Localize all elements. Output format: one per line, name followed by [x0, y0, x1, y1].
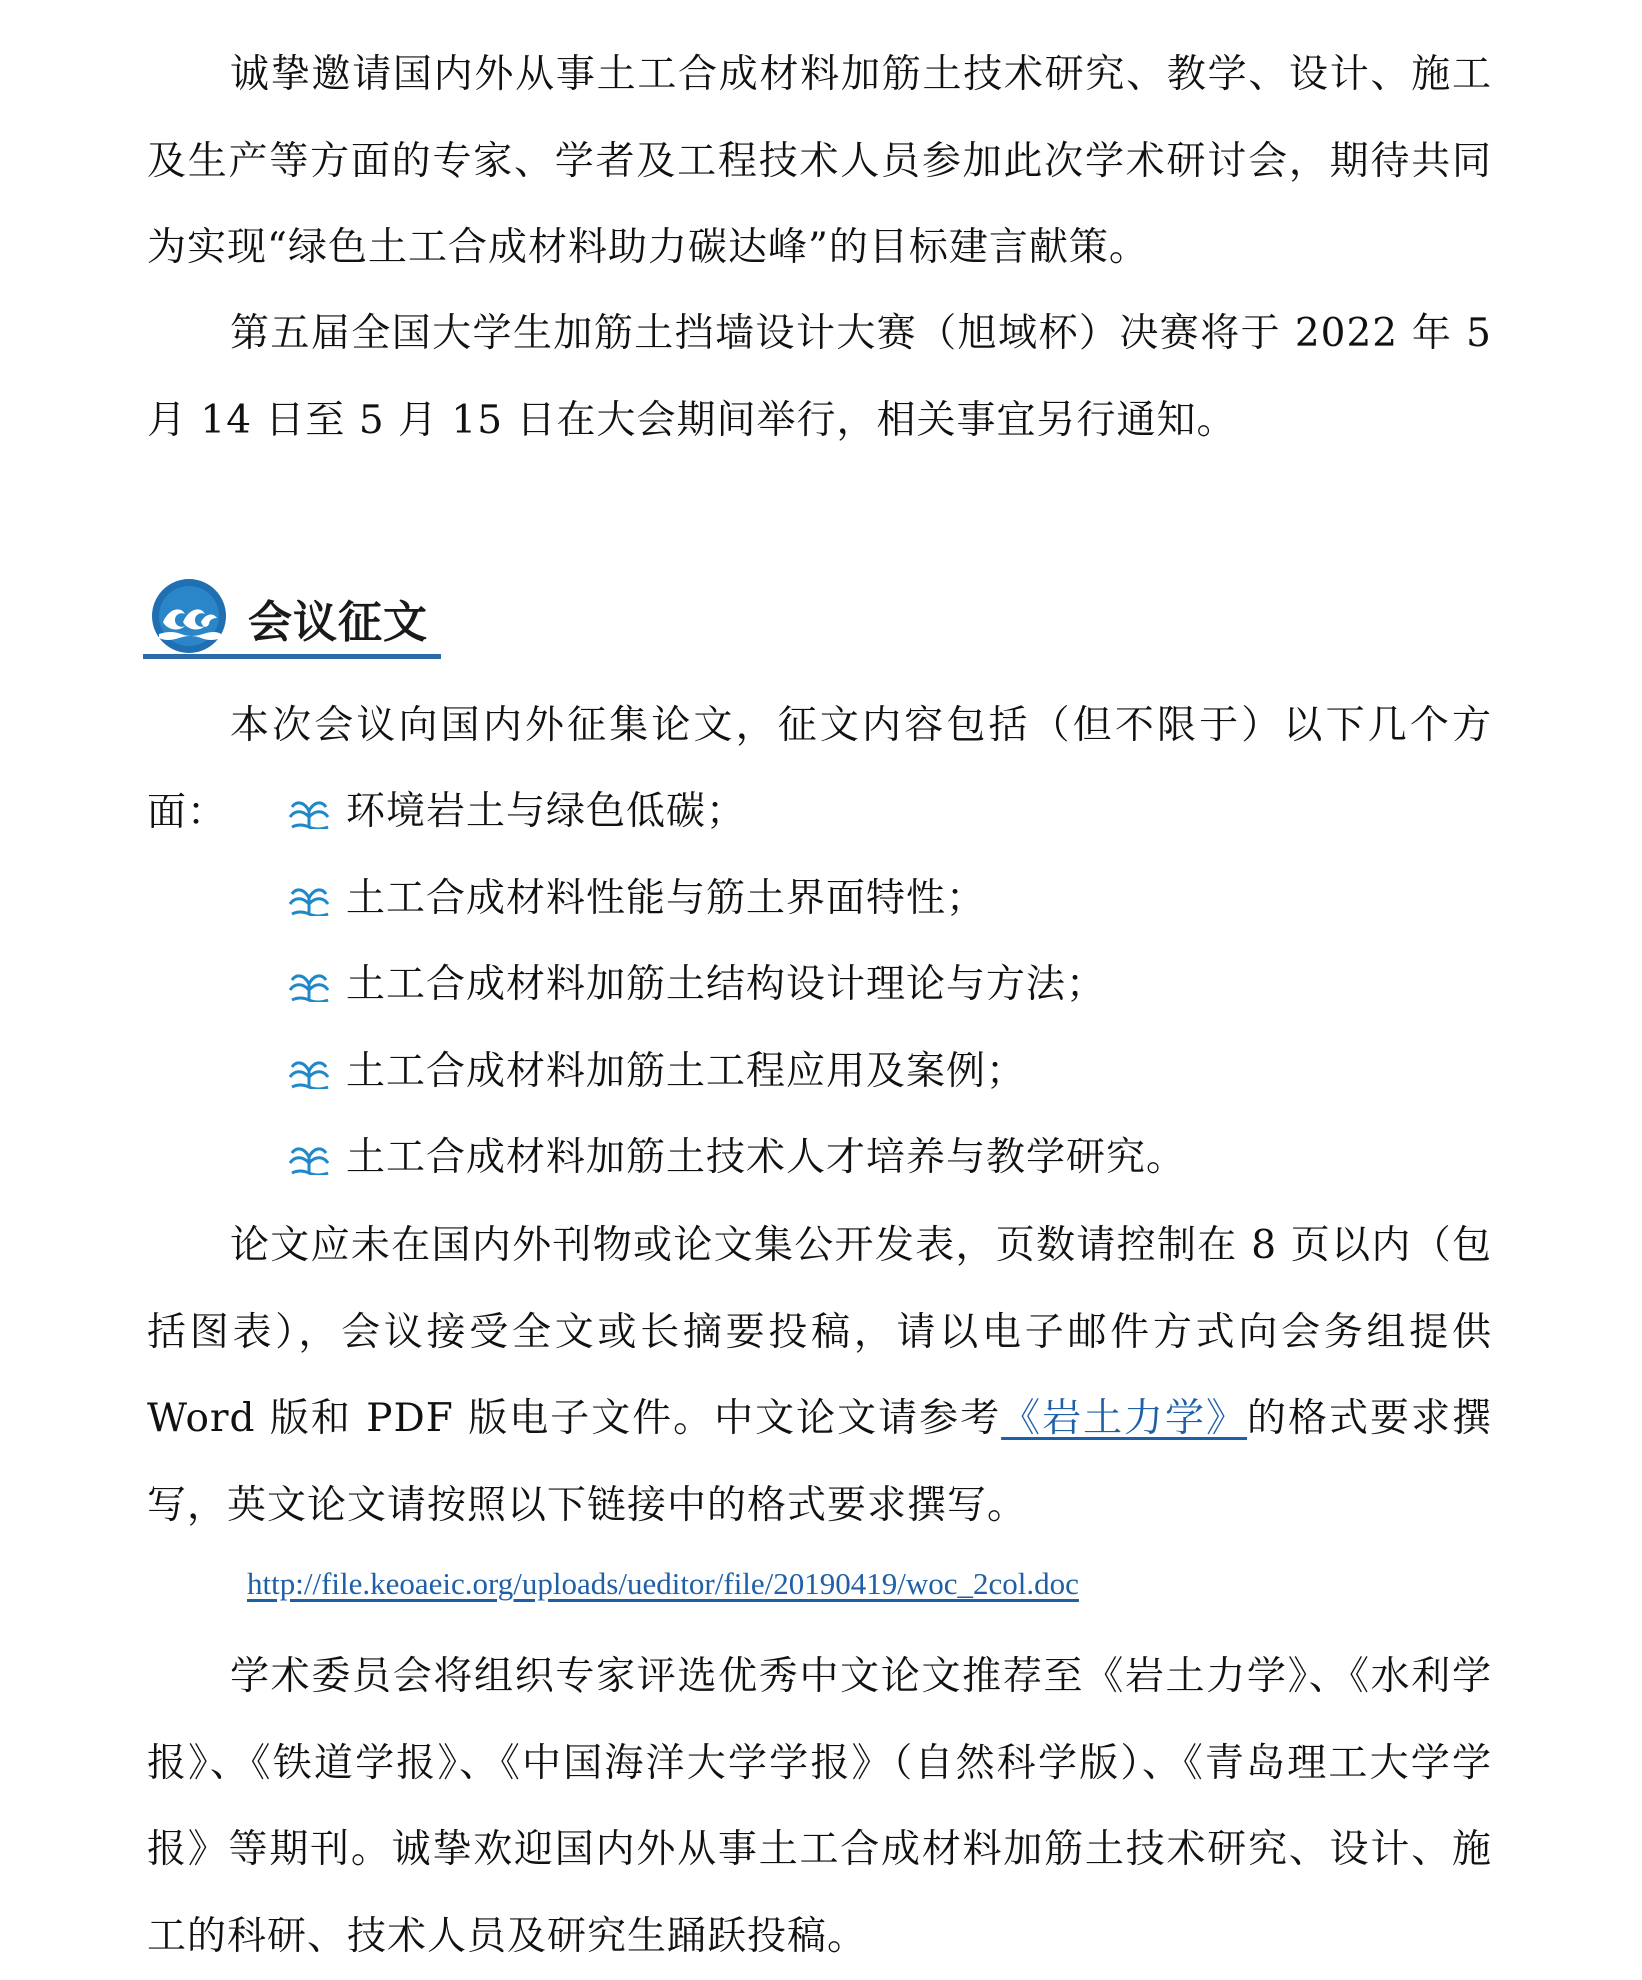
wave-logo-icon [151, 578, 227, 654]
fountain-bullet-icon [288, 1057, 330, 1089]
template-download-link[interactable]: http://file.keoaeic.org/uploads/ueditor/file/20190419/woc_2col.doc [247, 1566, 1079, 1601]
topic-text: 环境岩土与绿色低碳； [346, 789, 747, 834]
journal-format-link[interactable]: 《岩土力学》 [1001, 1396, 1248, 1441]
recommendation-paragraph: 学术委员会将组织专家评选优秀中文论文推荐至《岩土力学》、《水利学报》、《铁道学报》、《中国海洋大学学报》（自然科学版）、《青岛理工大学学报》等期刊。诚挚欢迎国内外从事土工合成材料加筋土技术研究、设计、施工的科研、技术人员及研究生踊跃投稿。 [147, 1654, 1492, 1959]
fountain-bullet-icon [288, 1143, 330, 1175]
fountain-bullet-icon [288, 797, 330, 829]
submission-paragraph [147, 1203, 1492, 1549]
fountain-bullet-icon [288, 970, 330, 1002]
topic-text: 土工合成材料加筋土技术人才培养与教学研究。 [346, 1135, 1187, 1180]
section-underline [143, 654, 441, 659]
section-title: 会议征文 [248, 597, 428, 648]
topic-text: 土工合成材料加筋土工程应用及案例； [346, 1048, 1027, 1094]
fountain-bullet-icon [288, 884, 330, 916]
section-heading [143, 578, 441, 660]
contest-paragraph: 第五届全国大学生加筋土挡墙设计大赛（旭域杯）决赛将于 2022 年 5 月 14 日至 5 月 15 日在大会期间举行，相关事宜另行通知。 [147, 311, 1492, 443]
submission-text-1: 论文应未在国内外刊物或论文集公开发表，页数请控制在 8 页以内（包括图表），会议接受全文或长摘要投稿，请以电子邮件方式向会务组提供 Word 版和 PDF 版电子文件。中文论文请参考 [147, 1223, 1492, 1441]
topic-text: 土工合成材料加筋土结构设计理论与方法； [346, 962, 1107, 1007]
invitation-paragraph: 诚挚邀请国内外从事土工合成材料加筋土技术研究、教学、设计、施工及生产等方面的专家、学者及工程技术人员参加此次学术研讨会，期待共同为实现“绿色土工合成材料助力碳达峰”的目标建言献策。 [147, 52, 1492, 270]
topic-text: 土工合成材料性能与筋土界面特性； [346, 875, 987, 921]
call-intro: 本次会议向国内外征集论文，征文内容包括（但不限于）以下几个方面： [147, 703, 1492, 835]
submission-text-2: 的格式要求撰写，英文论文请按照以下链接中的格式要求撰写。 [147, 1396, 1492, 1528]
